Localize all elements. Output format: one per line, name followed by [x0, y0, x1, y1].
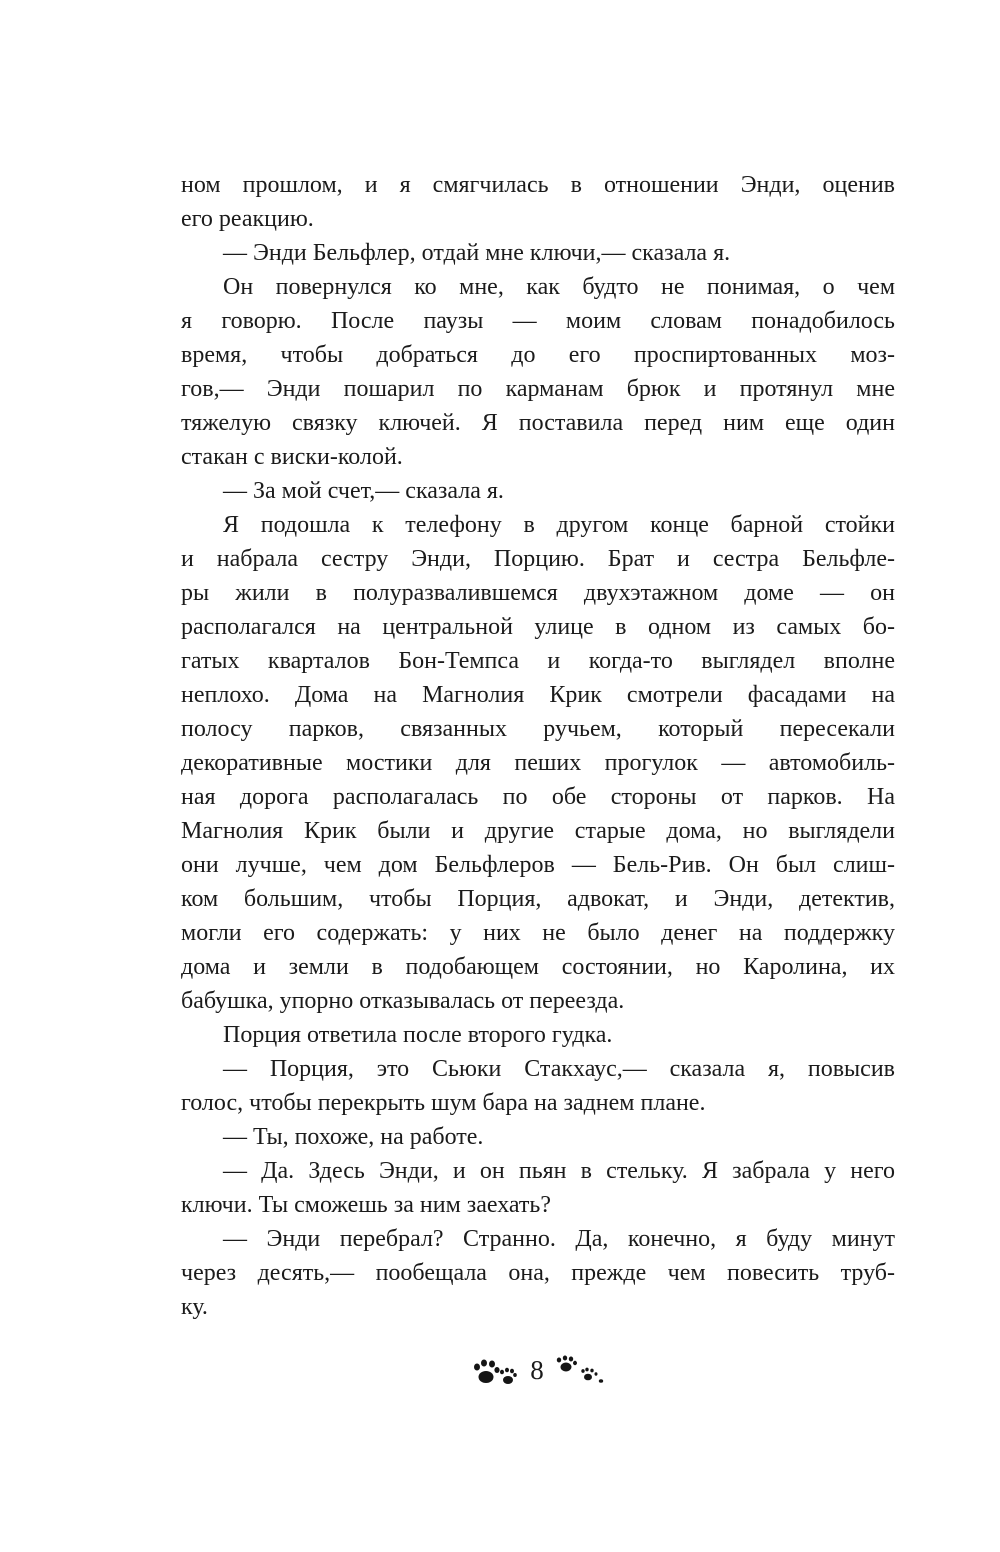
- paragraph: [181, 168, 895, 236]
- page-footer: [181, 1352, 895, 1388]
- paragraph: [181, 474, 895, 508]
- text-line: ном прошлом, и я смягчилась в отношении Энди, оценив: [181, 172, 895, 198]
- text-line: стакан с виски-колой.: [181, 444, 403, 470]
- text-line: — Порция, это Сьюки Стакхаус,— сказала я, повысив: [223, 1056, 895, 1082]
- paragraph: [181, 1120, 895, 1154]
- text-line: через десять,— пообещала она, прежде чем повесить труб-: [181, 1260, 895, 1286]
- text-line: его реакцию.: [181, 206, 314, 232]
- text-line: я говорю. После паузы — моим словам понадобилось: [181, 308, 895, 334]
- text-line: Он повернулся ко мне, как будто не понимая, о чем: [223, 274, 895, 300]
- text-line: голос, чтобы перекрыть шум бара на заднем плане.: [181, 1090, 706, 1116]
- text-line: ключи. Ты сможешь за ним заехать?: [181, 1192, 552, 1218]
- paragraph: [181, 270, 895, 474]
- paw-prints-icon: [556, 1355, 604, 1385]
- text-line: Я подошла к телефону в другом конце барной стойки: [223, 512, 895, 538]
- text-line: — За мой счет,— сказала я.: [223, 478, 504, 504]
- paragraph: [181, 1018, 895, 1052]
- text-line: могли его содержать: у них не было денег на поддержку: [181, 920, 895, 946]
- text-line: — Энди Бельфлер, отдай мне ключи,— сказала я.: [223, 240, 731, 266]
- text-line: время, чтобы добраться до его проспиртованных моз-: [181, 342, 895, 368]
- text-line: бабушка, упорно отказывалась от переезда.: [181, 988, 625, 1014]
- text-line: — Энди перебрал? Странно. Да, конечно, я буду минут: [223, 1226, 895, 1252]
- text-line: они лучше, чем дом Бельфлеров — Бель-Рив. Он был слиш-: [181, 852, 895, 878]
- page-text: [181, 168, 895, 1324]
- text-line: ная дорога располагалась по обе стороны от парков. На: [181, 784, 895, 810]
- paw-prints-icon: [472, 1352, 518, 1388]
- text-line: ры жили в полуразвалившемся двухэтажном доме — он: [181, 580, 895, 606]
- text-line: ку.: [181, 1294, 208, 1320]
- text-line: тяжелую связку ключей. Я поставила перед ним еще один: [181, 410, 895, 436]
- page-number: 8: [530, 1355, 544, 1385]
- text-line: неплохо. Дома на Магнолия Крик смотрели фасадами на: [181, 682, 895, 708]
- text-line: гатых кварталов Бон-Темпса и когда-то выглядел вполне: [181, 648, 895, 674]
- text-line: гов,— Энди пошарил по карманам брюк и протянул мне: [181, 376, 895, 402]
- paragraph: [181, 1052, 895, 1120]
- text-line: — Ты, похоже, на работе.: [223, 1124, 484, 1150]
- text-line: декоративные мостики для пеших прогулок — автомобиль-: [181, 750, 895, 776]
- text-line: — Да. Здесь Энди, и он пьян в стельку. Я забрала у него: [223, 1158, 895, 1184]
- text-line: и набрала сестру Энди, Порцию. Брат и сестра Бельфле-: [181, 546, 895, 572]
- paragraph: [181, 1222, 895, 1324]
- paragraph: [181, 1154, 895, 1222]
- text-line: дома и земли в подобающем состоянии, но Каролина, их: [181, 954, 895, 980]
- paragraph: [181, 508, 895, 1018]
- text-line: Порция ответила после второго гудка.: [223, 1022, 613, 1048]
- text-line: располагался на центральной улице в одном из самых бо-: [181, 614, 895, 640]
- text-line: ком большим, чтобы Порция, адвокат, и Энди, детектив,: [181, 886, 895, 912]
- paragraph: [181, 236, 895, 270]
- text-line: Магнолия Крик были и другие старые дома, но выглядели: [181, 818, 895, 844]
- text-line: полосу парков, связанных ручьем, который пересекали: [181, 716, 895, 742]
